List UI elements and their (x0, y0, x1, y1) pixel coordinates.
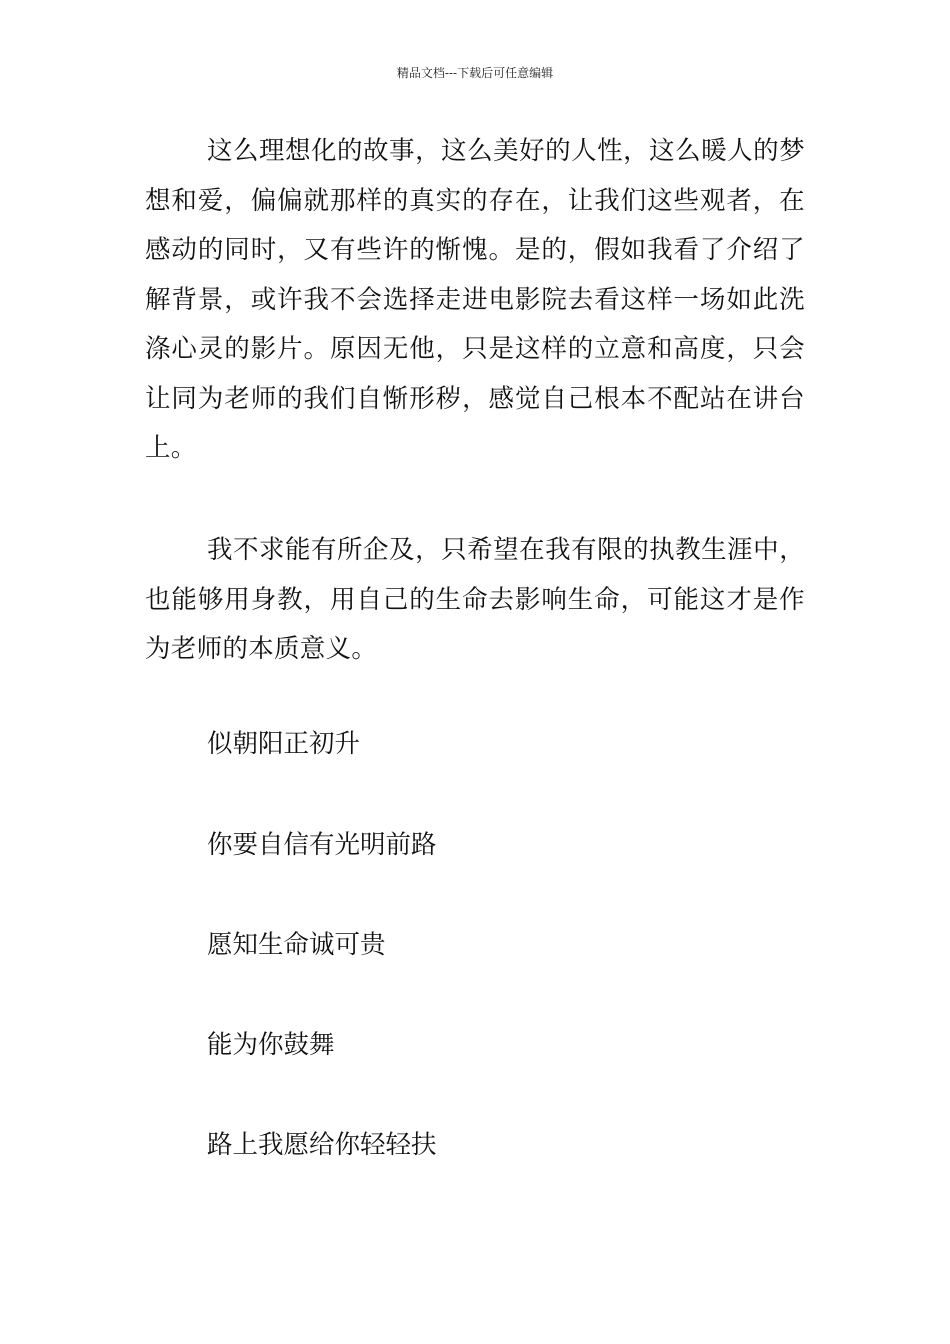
paragraph-2: 我不求能有所企及，只希望在我有限的执教生涯中，也能够用身教，用自己的生命去影响生命，可能这才是作为老师的本质意义。 (145, 535, 805, 664)
lyric-line-3: 愿知生命诚可贵 (207, 930, 386, 960)
lyric-line-1: 似朝阳正初升 (207, 729, 361, 759)
lyric-line-5: 路上我愿给你轻轻扶 (207, 1130, 437, 1160)
lyric-line-4: 能为你鼓舞 (207, 1030, 335, 1060)
page-header: 精品文档---下载后可任意编辑 (396, 66, 554, 80)
lyric-line-2: 你要自信有光明前路 (207, 830, 437, 860)
paragraph-1: 这么理想化的故事，这么美好的人性，这么暖人的梦想和爱，偏偏就那样的真实的存在，让我们这些观者，在感动的同时，又有些许的惭愧。是的，假如我看了介绍了解背景，或许我不会选择走进电影院去看这样一场如此洗涤心灵的影片。原因无他，只是这样的立意和高度，只会让同为老师的我们自惭形秽，感觉自己根本不配站在讲台上。 (145, 136, 805, 463)
